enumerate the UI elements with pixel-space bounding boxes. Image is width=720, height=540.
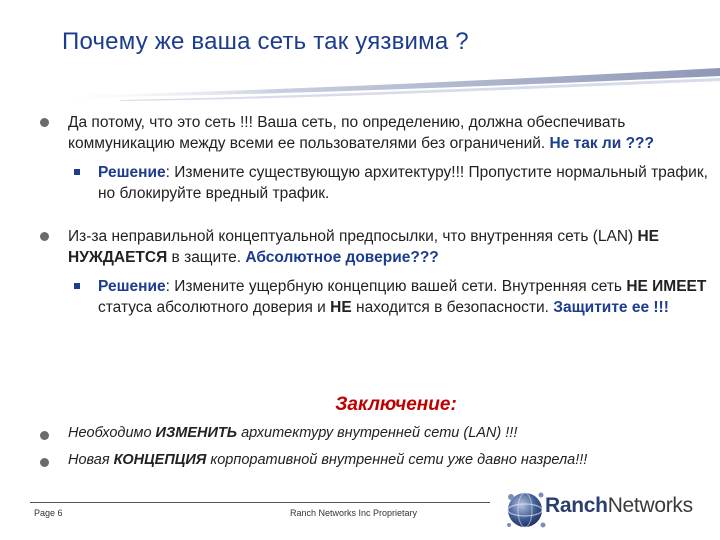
bullet-2-sub-label: Решение bbox=[98, 278, 166, 295]
bullet-1-sub-label: Решение bbox=[98, 164, 166, 181]
conclusion-heading-row bbox=[0, 394, 720, 416]
ranch-networks-logo-text bbox=[545, 494, 693, 518]
bullet-1-sub-text: : Измените существующую архитектуру!!! Пропустите нормальный трафик, но блокируйте вредный трафик. bbox=[98, 164, 708, 202]
conclusion-item-1 bbox=[30, 425, 720, 441]
bullet-1 bbox=[30, 112, 710, 154]
proprietary-notice: Ranch Networks Inc Proprietary bbox=[290, 508, 418, 518]
logo-text-bold: Ranch bbox=[545, 494, 608, 517]
bullet-dot-icon bbox=[40, 118, 49, 127]
bullet-2-sub-bold-1: НЕ ИМЕЕТ bbox=[626, 278, 707, 295]
header-swoosh bbox=[0, 62, 720, 102]
conclusion-item-1-text-2: архитектуру внутренней сети (LAN) !!! bbox=[237, 425, 518, 441]
bullet-2-sub-text-1: : Измените ущербную концепцию вашей сети. Внутренняя сеть bbox=[165, 278, 627, 295]
bullet-1-highlight: Не так ли ??? bbox=[549, 135, 654, 152]
conclusion-item-1-bold: ИЗМЕНИТЬ bbox=[155, 425, 238, 441]
bullet-1-text: Да потому, что это сеть !!! Ваша сеть, по определению, должна обеспечивать коммуникацию между всеми ее пользователями без ограничений. bbox=[68, 114, 626, 152]
conclusion-item-2 bbox=[30, 452, 720, 468]
conclusion-item-1-text-1: Необходимо bbox=[68, 425, 156, 441]
bullet-2-sub-text-3: находится в безопасности. bbox=[351, 299, 554, 316]
conclusion-item-2-text-1: Новая bbox=[68, 452, 114, 468]
conclusion-heading: Заключение: bbox=[335, 394, 457, 415]
bullet-2-sub bbox=[30, 276, 710, 318]
bullet-dot-icon bbox=[40, 458, 49, 467]
logo-text-regular: Networks bbox=[607, 494, 693, 517]
bullet-2-bold: НЕ НУЖДАЕТСЯ bbox=[68, 228, 660, 266]
sub-bullet-square-icon bbox=[74, 169, 80, 175]
bullet-2-sub-text-2: статуса абсолютного доверия и bbox=[98, 299, 331, 316]
bullet-2-sub-bold-2: НЕ bbox=[330, 299, 352, 316]
bullet-dot-icon bbox=[40, 232, 49, 241]
bullet-1-sub bbox=[30, 162, 710, 204]
bullet-2 bbox=[30, 226, 710, 268]
conclusion-item-2-text-2: корпоративной внутренней сети уже давно назрела!!! bbox=[206, 452, 588, 468]
bullet-2-sub-highlight: Защитите ее !!! bbox=[553, 299, 669, 316]
footer-divider bbox=[30, 502, 490, 503]
conclusion-item-2-bold: КОНЦЕПЦИЯ bbox=[113, 452, 207, 468]
sub-bullet-square-icon bbox=[74, 283, 80, 289]
bullet-2-highlight: Абсолютное доверие??? bbox=[245, 249, 439, 266]
bullet-2-text-2: в защите. bbox=[167, 249, 246, 266]
page-number: Page 6 bbox=[34, 508, 63, 518]
content-area bbox=[30, 112, 710, 318]
bullet-2-text-1: Из-за неправильной концептуальной предпосылки, что внутренняя сеть (LAN) bbox=[68, 228, 638, 245]
slide-title: Почему же ваша сеть так уязвима ? bbox=[62, 28, 469, 55]
bullet-dot-icon bbox=[40, 431, 49, 440]
